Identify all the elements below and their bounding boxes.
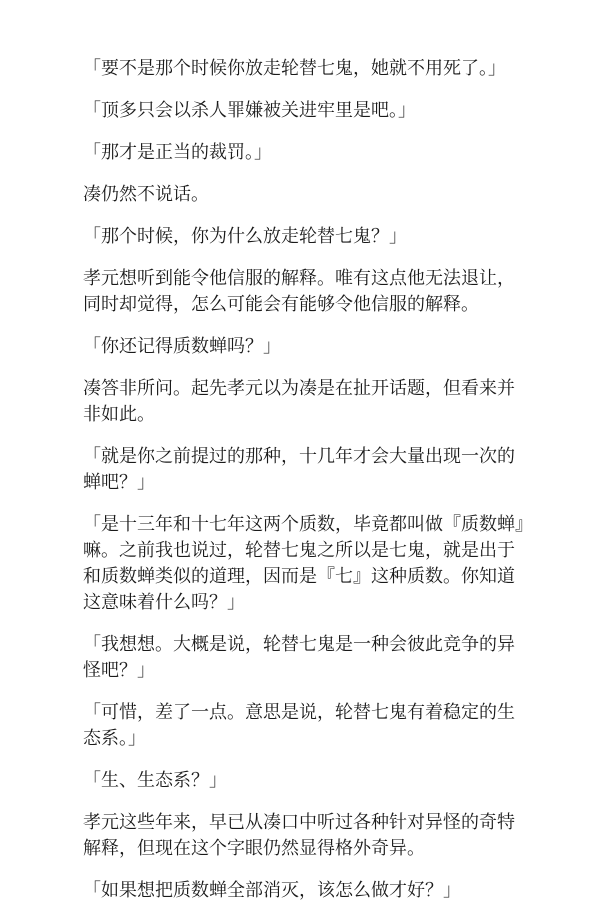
paragraph: 「要不是那个时候你放走轮替七鬼，她就不用死了。」 [83,58,506,79]
paragraph: 「是十三年和十七年这两个质数，毕竟都叫做『质数蝉』嘛。之前我也说过，轮替七鬼之所以是七鬼，就是出于和质数蝉类似的道理，因而是『七』这种质数。你知道这意味着什么吗？」 [83,514,524,613]
paragraph: 「就是你之前提过的那种，十几年才会大量出现一次的蝉吧？」 [83,446,515,493]
paragraph: 「顶多只会以杀人罪嫌被关进牢里是吧。」 [83,100,416,121]
paragraph: 凑仍然不说话。 [83,184,209,205]
paragraph: 「我想想。大概是说，轮替七鬼是一种会彼此竞争的异怪吧？」 [83,634,515,681]
paragraph: 「如果想把质数蝉全部消灭，该怎么做才好？」 [83,880,461,901]
paragraph: 「那个时候，你为什么放走轮替七鬼？」 [83,226,407,247]
body-text [83,56,531,920]
paragraph: 「那才是正当的裁罚。」 [83,142,272,163]
paragraph: 「可惜，差了一点。意思是说，轮替七鬼有着稳定的生态系。」 [83,702,515,749]
paragraph: 「生、生态系？」 [83,770,227,791]
paragraph: 「你还记得质数蝉吗？」 [83,336,281,357]
paragraph: 凑答非所问。起先孝元以为凑是在扯开话题，但看来并非如此。 [83,378,515,425]
paragraph: 孝元想听到能令他信服的解释。唯有这点他无法退让，同时却觉得，怎么可能会有能够令他信服的解释。 [83,268,515,315]
paragraph: 孝元这些年来，早已从凑口中听过各种针对异怪的奇特解释，但现在这个字眼仍然显得格外奇异。 [83,812,515,859]
